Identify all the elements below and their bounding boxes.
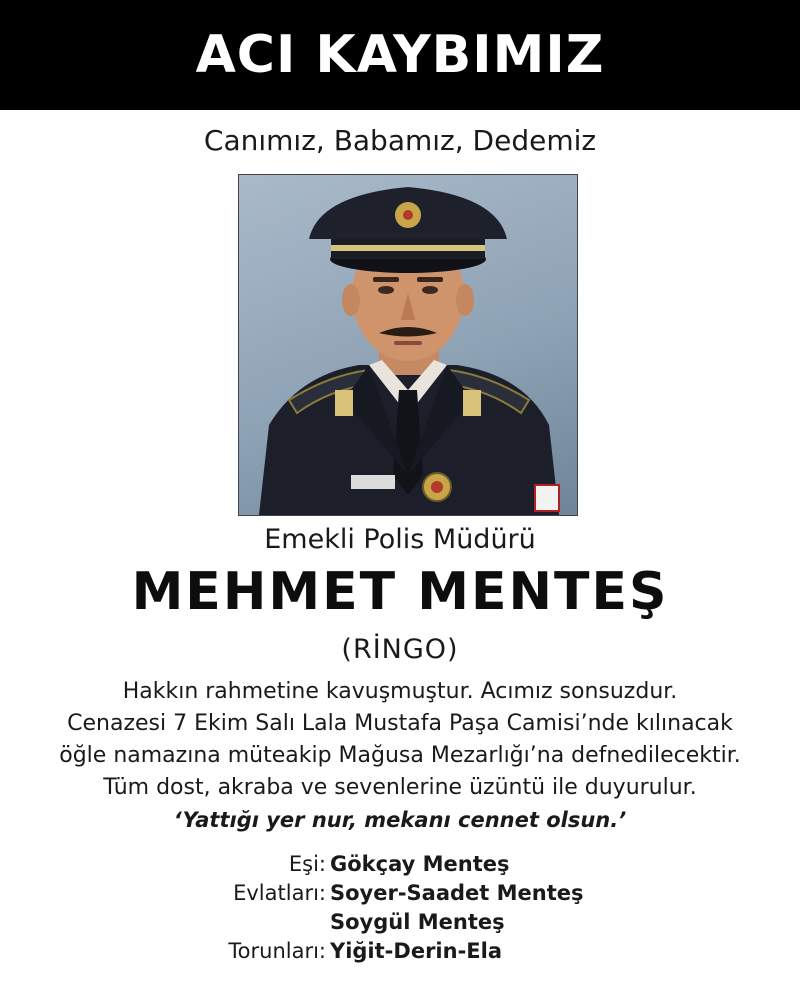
child-name: Soygül Menteş — [330, 910, 505, 934]
family-row-children — [0, 879, 800, 908]
person-nickname: (RİNGO) — [341, 634, 459, 665]
spouse-name: Gökçay Menteş — [330, 852, 510, 876]
children-label: Evlatları: — [233, 881, 326, 905]
person-role: Emekli Polis Müdürü — [264, 524, 536, 555]
header-banner — [0, 0, 800, 110]
spouse-label: Eşi: — [288, 852, 326, 876]
person-name: MEHMET MENTEŞ — [131, 562, 669, 622]
announcement-text — [0, 676, 800, 804]
announcement-line: Tüm dost, akraba ve sevenlerine üzüntü ile duyurulur. — [103, 775, 697, 800]
grandchildren-names: Yiğit-Derin-Ela — [330, 939, 502, 963]
grandchildren-label: Torunları: — [228, 939, 326, 963]
officer-portrait-image — [238, 174, 578, 516]
prayer-quote: ‘Yattığı yer nur, mekanı cennet olsun.’ — [173, 808, 627, 832]
family-row-children-2 — [0, 908, 800, 937]
page-title: ACI KAYBIMIZ — [195, 25, 605, 85]
portrait-illustration — [239, 175, 577, 515]
announcement-line: Cenazesi 7 Ekim Salı Lala Mustafa Paşa Camisi’nde kılınacak — [67, 711, 733, 736]
announcement-line: Hakkın rahmetine kavuşmuştur. Acımız sonsuzdur. — [122, 679, 678, 704]
family-row-spouse — [0, 850, 800, 879]
family-row-grandchildren — [0, 937, 800, 966]
announcement-line: öğle namazına müteakip Mağusa Mezarlığı’na defnedilecektir. — [59, 743, 741, 768]
family-list — [0, 850, 800, 966]
subtitle: Canımız, Babamız, Dedemiz — [203, 124, 597, 157]
child-name: Soyer-Saadet Menteş — [330, 881, 584, 905]
